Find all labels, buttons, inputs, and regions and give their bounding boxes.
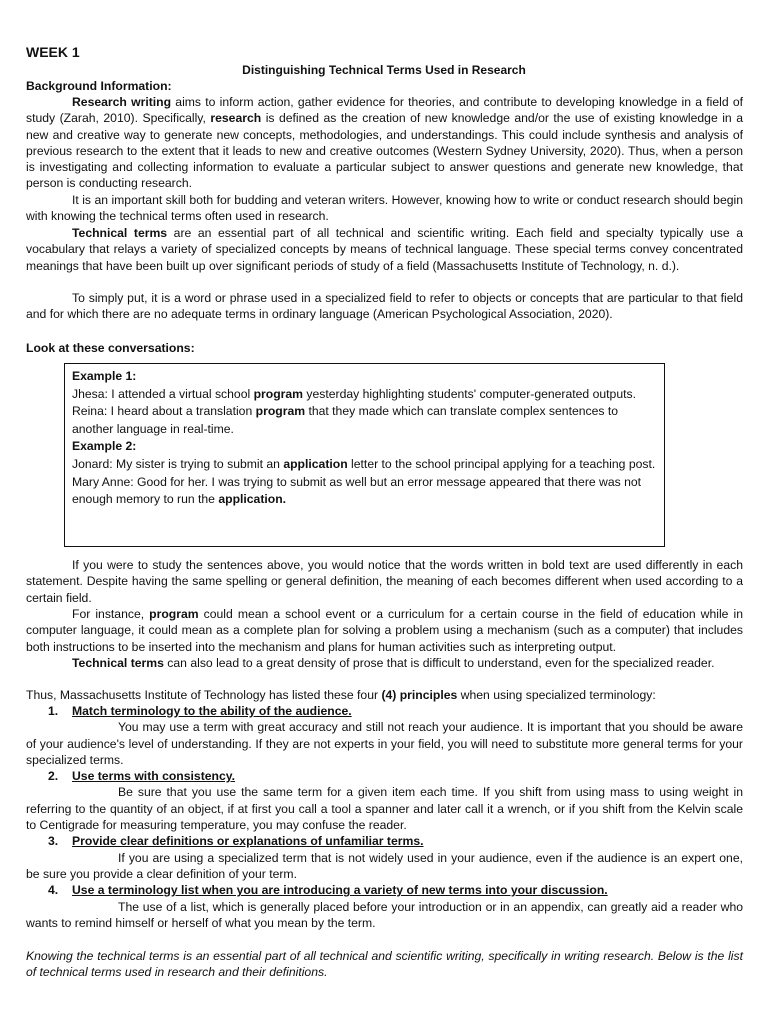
- principle-item: [26, 882, 743, 931]
- term-research: research: [210, 111, 262, 126]
- example-1-reina: Reina: I heard about a translation program that they made which can translate complex sentences to another language in real-time.: [72, 404, 619, 436]
- principle-heading: 4. Use a terminology list when you are introducing a variety of new terms into your discussion.: [48, 883, 608, 898]
- analysis-paragraph-4: Thus, Massachusetts Institute of Technology has listed these four (4) principles when using specialized terminology:: [26, 688, 656, 702]
- term-technical-terms: Technical terms: [72, 226, 168, 240]
- principle-item: [26, 833, 743, 882]
- example-1-label: Example 1:: [72, 369, 137, 383]
- example-2-jonard: Jonard: My sister is trying to submit an application letter to the school principal applying for a teaching post.: [72, 456, 656, 471]
- principle-heading: 3. Provide clear definitions or explanations of unfamiliar terms.: [48, 834, 424, 849]
- conversations-heading: Look at these conversations:: [26, 341, 195, 355]
- examples-box: [64, 363, 665, 547]
- principle-body: You may use a term with great accuracy and still not reach your audience. It is important that you should be aware of your audience's level of understanding. If they are not experts in your field, you will need to substitute more general terms for your specialized terms.: [26, 720, 743, 767]
- principle-body: If you are using a specialized term that is not widely used in your audience, even if the audience is an expert one, be sure you provide a clear definition of your term.: [26, 850, 743, 881]
- principle-item: [26, 768, 743, 833]
- principle-number: 1.: [48, 704, 59, 718]
- background-paragraph-2: It is an important skill both for budding and veteran writers. However, knowing how to write or conduct research should begin with knowing the technical terms often used in research.: [26, 193, 743, 224]
- principle-number: 2.: [48, 769, 59, 784]
- term-program: program: [149, 607, 199, 621]
- term-research-writing: Research writing: [72, 95, 172, 109]
- closing-paragraph: Knowing the technical terms is an essential part of all technical and scientific writing, specifically in writing research. Below is the list of technical terms used in research and their definitions.: [26, 949, 743, 980]
- principles-count: (4) principles: [381, 688, 458, 702]
- principles-list: [26, 703, 743, 931]
- analysis-paragraph-2: For instance, program could mean a school event or a curriculum for a certain course in the field of education while in computer language, it could mean as a complete plan for solving a problem using a mechanism (such as a computer) that includes both instructions to be inserted into the mechanism and plans for human activities such as interpreting output.: [26, 607, 743, 654]
- principle-item: [26, 703, 743, 768]
- analysis-paragraph-1: If you were to study the sentences above, you would notice that the words written in bold text are used differently in each statement. Despite having the same spelling or general definition, the meaning of each becomes different when used according to a certain field.: [26, 558, 743, 605]
- principle-number: 3.: [48, 834, 59, 849]
- principle-number: 4.: [48, 883, 59, 898]
- background-paragraph-3: Technical terms are an essential part of all technical and scientific writing. Each field and specialty typically use a vocabulary that relays a variety of specialized concepts by means of technical language. These special terms convey concentrated meanings that have been built up over significant periods of study of a field (Massachusetts Institute of Technology, n. d.).: [26, 226, 743, 273]
- principle-heading: 1. Match terminology to the ability of the audience.: [48, 704, 352, 718]
- background-paragraph-1: Research writing aims to inform action, gather evidence for theories, and contribute to developing knowledge in a field of study (Zarah, 2010). Specifically, research is defined as the creation of new knowledge and/or the use of existing knowledge in a new and creative way to generate new concepts, methodologies, and understandings. This could include synthesis and analysis of previous research to the extent that it leads to new and creative outcomes (Western Sydney University, 2020). Thus, when a person is investigating and collecting information to evaluate a particular subject to answer questions and generate new knowledge, that person is conducting research.: [26, 95, 743, 191]
- background-paragraph-4: To simply put, it is a word or phrase used in a specialized field to refer to objects or concepts that are particular to that field and for which there are no adequate terms in ordinary language (American Psychological Association, 2020).: [26, 291, 743, 322]
- week-label: WEEK 1: [26, 44, 80, 60]
- example-2-label: Example 2:: [72, 439, 137, 454]
- example-1-jhesa: Jhesa: I attended a virtual school program yesterday highlighting students' computer-generated outputs.: [72, 386, 636, 401]
- principle-body: The use of a list, which is generally placed before your introduction or in an appendix, can greatly aid a reader who wants to remind himself or herself of what you mean by the term.: [26, 899, 743, 930]
- principle-body: Be sure that you use the same term for a given item each time. If you shift from using mass to using weight in referring to the quantity of an object, if at first you call a tool a spanner and later call it a wrench, or if you shift from the Kelvin scale to Centigrade for measuring temperature, you may confuse the reader.: [26, 785, 743, 833]
- term-technical-terms-2: Technical terms: [72, 656, 164, 670]
- page-title: Distinguishing Technical Terms Used in Research: [242, 63, 526, 77]
- example-2-mary-anne: Mary Anne: Good for her. I was trying to submit as well but an error message appeared that there was not enough memory to run the application.: [72, 474, 642, 507]
- principle-heading: 2. Use terms with consistency.: [48, 769, 236, 784]
- analysis-paragraph-3: Technical terms can also lead to a great density of prose that is difficult to understand, even for the specialized reader.: [72, 656, 715, 670]
- background-heading: Background Information:: [26, 79, 172, 93]
